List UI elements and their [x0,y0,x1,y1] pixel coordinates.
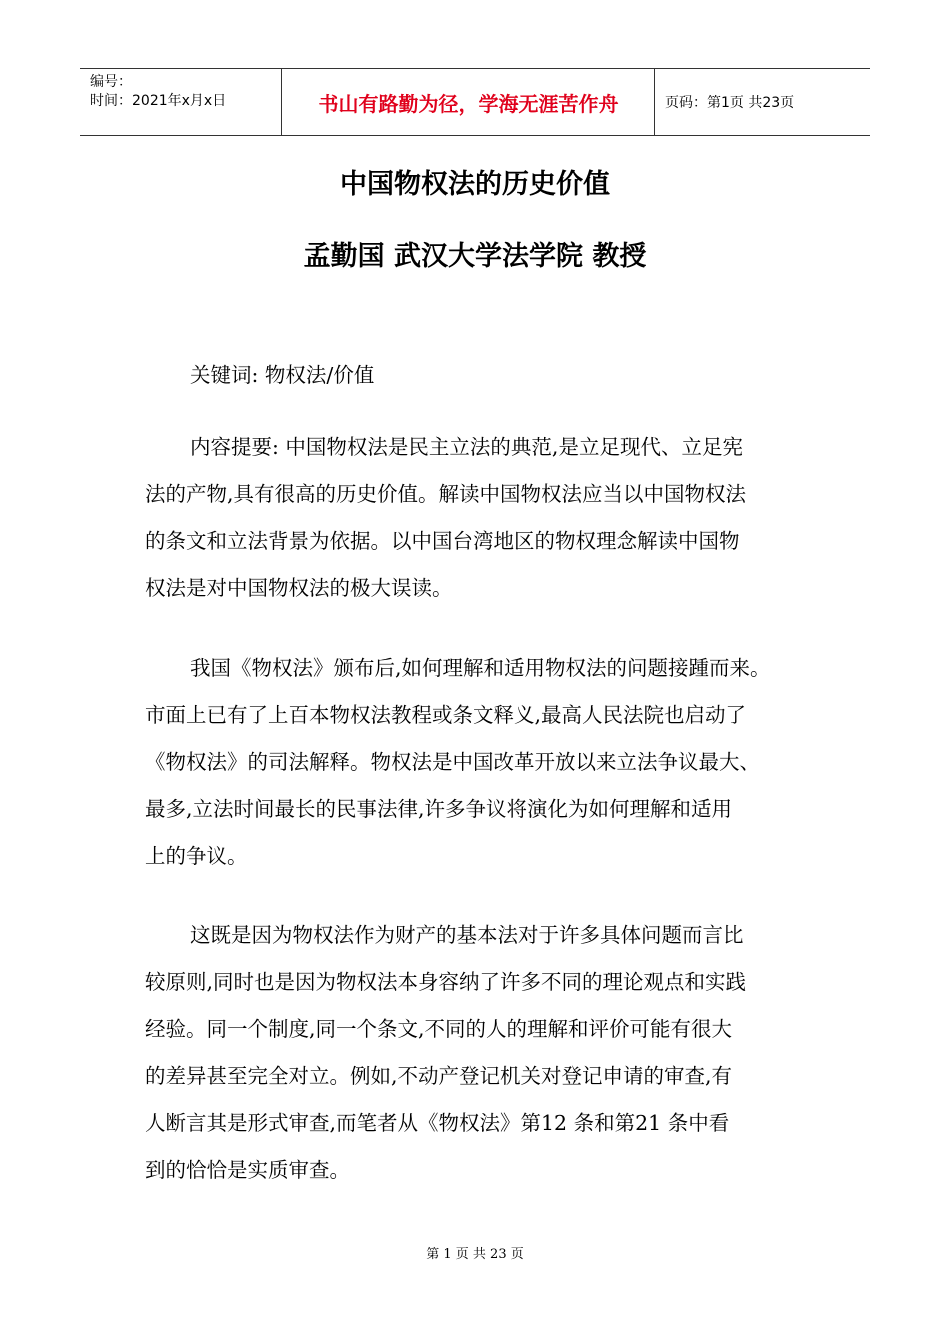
header-left-cell [80,69,282,135]
body-paragraph-1 [145,645,810,880]
paragraph-line: 经验。同一个制度,同一个条文,不同的人的理解和评价可能有很大 [145,1017,733,1041]
header-right-cell [655,69,870,135]
paragraph-line: 上的争议。 [145,844,248,868]
keywords-paragraph [145,352,810,399]
paragraph-line: 我国《物权法》颁布后,如何理解和适用物权法的问题接踵而来。 [190,656,771,680]
abstract-line: 法的产物,具有很高的历史价值。解读中国物权法应当以中国物权法 [145,482,747,506]
keywords-line: 关键词: 物权法/价值 [190,363,375,387]
motto-text: 书山有路勤为径，学海无涯苦作舟 [318,92,619,116]
author-line: 孟勤国 武汉大学法学院 教授 [303,241,647,272]
paragraph-line: 《物权法》的司法解释。物权法是中国改革开放以来立法争议最大、 [145,750,760,774]
document-time-label: 时间：2021年x月x日 [90,93,227,109]
document-title: 中国物权法的历史价值 [340,169,610,200]
document-number-label: 编号： [90,74,132,90]
abstract-paragraph [145,424,810,612]
paragraph-line: 最多,立法时间最长的民事法律,许多争议将演化为如何理解和适用 [145,797,733,821]
paragraph-line: 到的恰恰是实质审查。 [145,1158,350,1182]
abstract-line: 的条文和立法背景为依据。以中国台湾地区的物权理念解读中国物 [145,529,740,553]
abstract-line: 权法是对中国物权法的极大误读。 [145,576,453,600]
paragraph-line: 这既是因为物权法作为财产的基本法对于许多具体问题而言比 [190,923,744,947]
abstract-line: 内容提要: 中国物权法是民主立法的典范,是立足现代、立足宪 [190,435,743,459]
header-table [80,68,870,136]
paragraph-line: 的差异甚至完全对立。例如,不动产登记机关对登记申请的审查,有 [145,1064,733,1088]
page-footer: 第 1 页 共 23 页 [426,1247,524,1262]
header-middle-cell [282,69,655,135]
paragraph-line: 人断言其是形式审查,而笔者从《物权法》第12 条和第21 条中看 [145,1111,730,1135]
paragraph-line: 较原则,同时也是因为物权法本身容纳了许多不同的理论观点和实践 [145,970,747,994]
paragraph-line: 市面上已有了上百本物权法教程或条文释义,最高人民法院也启动了 [145,703,747,727]
header-page-info: 页码：第1页 共23页 [665,95,795,111]
body-paragraph-2 [145,912,810,1194]
